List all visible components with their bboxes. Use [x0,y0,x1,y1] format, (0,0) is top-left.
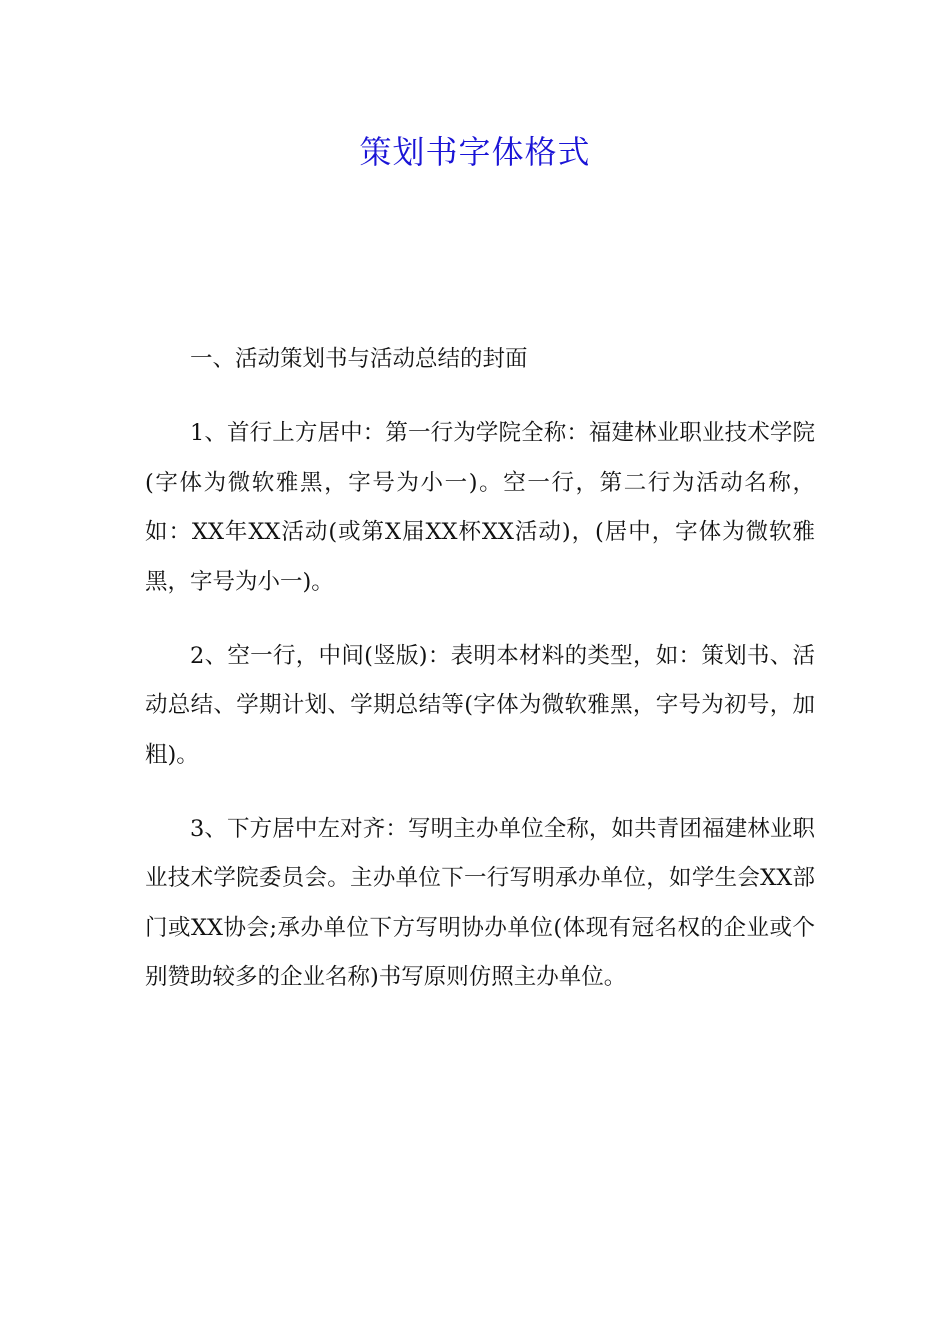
section-heading: 一、活动策划书与活动总结的封面 [190,346,528,372]
paragraph-2: 2、空一行，中间(竖版)：表明本材料的类型，如：策划书、活动总结、学期计划、学期总结等(字体为微软雅黑，字号为初号，加粗)。 [145,642,815,768]
document-body [145,335,815,1027]
paragraph-1: 1、首行上方居中：第一行为学院全称：福建林业职业技术学院(字体为微软雅黑，字号为小一)。空一行，第二行为活动名称，如：XX年XX活动(或第X届XX杯XX活动)，(居中，字体为微软雅黑，字号为小一)。 [145,420,815,595]
paragraph-3: 3、下方居中左对齐：写明主办单位全称，如共青团福建林业职业技术学院委员会。主办单位下一行写明承办单位，如学生会XX部门或XX协会;承办单位下方写明协办单位(体现有冠名权的企业或个别赞助较多的企业名称)书写原则仿照主办单位。 [145,815,815,990]
document-title: 策划书字体格式 [359,133,591,171]
